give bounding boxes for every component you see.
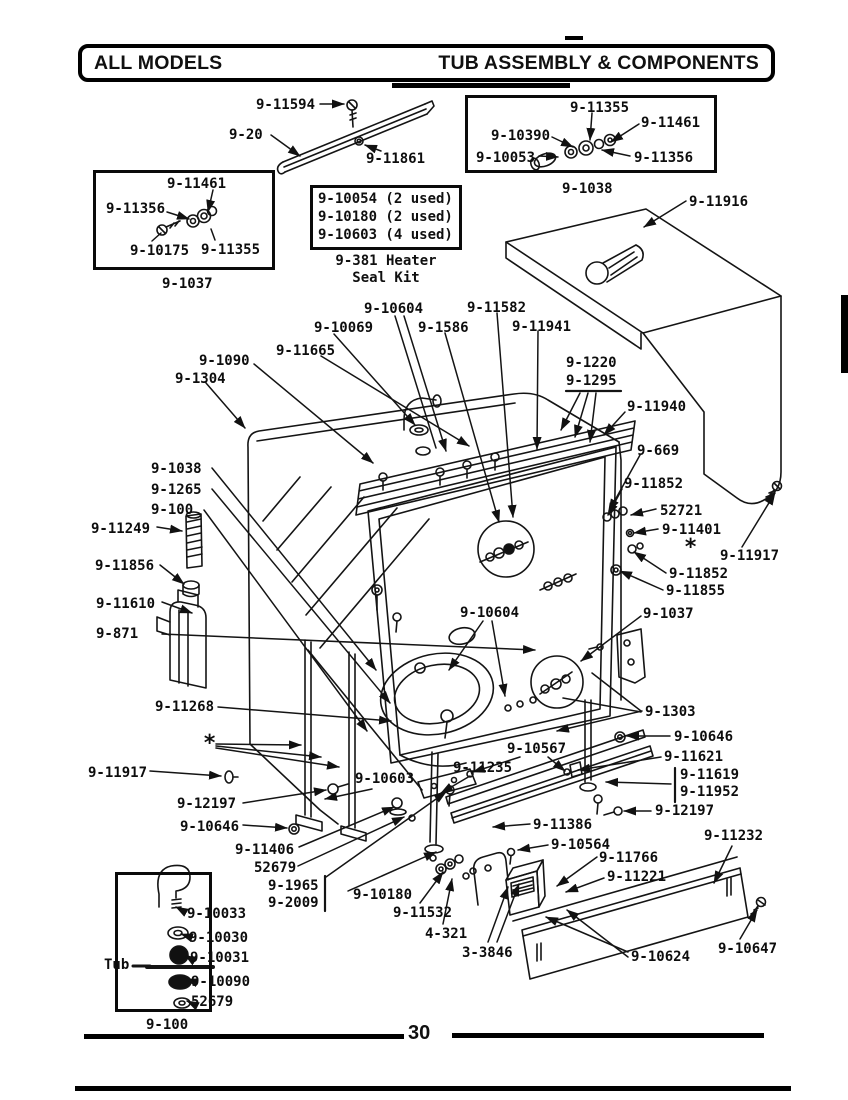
part-label-9-11952: 9-11952 xyxy=(680,784,740,800)
part-label-9-11235: 9-11235 xyxy=(453,760,513,776)
part-label-9-10564: 9-10564 xyxy=(551,837,611,853)
heater-seal-kit-lines xyxy=(310,185,462,250)
part-label-9-11232: 9-11232 xyxy=(704,828,764,844)
footer-rule-left xyxy=(84,1034,404,1039)
kit-line: 9-10054 (2 used) xyxy=(318,191,453,207)
header-bar xyxy=(78,44,775,82)
part-label-9-10604: 9-10604 xyxy=(364,301,424,317)
part-label-9-11532: 9-11532 xyxy=(393,905,453,921)
part-label-9-1037: 9-1037 xyxy=(643,606,694,622)
part-label-9-11582: 9-11582 xyxy=(467,300,527,316)
part-label-9-11917: 9-11917 xyxy=(720,548,780,564)
part-label-9-20: 9-20 xyxy=(229,127,263,143)
part-label-9-11356: 9-11356 xyxy=(634,150,694,166)
page-bottom-rule xyxy=(75,1086,791,1091)
scan-mark-top xyxy=(565,36,583,40)
header-left-title: ALL MODELS xyxy=(94,51,223,74)
part-label-9-1037: 9-1037 xyxy=(162,276,213,292)
part-label-9-10646: 9-10646 xyxy=(674,729,734,745)
part-label-9-10031: 9-10031 xyxy=(190,950,250,966)
kit-line: 9-10180 (2 used) xyxy=(318,209,453,225)
part-label-9-1295: 9-1295 xyxy=(566,373,617,389)
part-label-9-11621: 9-11621 xyxy=(664,749,724,765)
part-label-9-669: 9-669 xyxy=(637,443,680,459)
part-label-9-1220: 9-1220 xyxy=(566,355,617,371)
part-label-9-11268: 9-11268 xyxy=(155,699,215,715)
part-label-9-1038: 9-1038 xyxy=(151,461,202,477)
part-label-9-11221: 9-11221 xyxy=(607,869,667,885)
part-label-9-10033: 9-10033 xyxy=(187,906,247,922)
heater-seal-kit-caption xyxy=(306,253,466,287)
header-underline xyxy=(392,83,570,88)
scan-artifact-right-edge xyxy=(841,295,848,373)
kit-line: 9-10603 (4 used) xyxy=(318,227,453,243)
part-label-9-11665: 9-11665 xyxy=(276,343,336,359)
part-label-52721: 52721 xyxy=(660,503,703,519)
part-label-9-12197: 9-12197 xyxy=(177,796,237,812)
part-label-9-1265: 9-1265 xyxy=(151,482,202,498)
part-label-9-11852: 9-11852 xyxy=(624,476,684,492)
part-label-9-10647: 9-10647 xyxy=(718,941,778,957)
part-label-9-11401: 9-11401 xyxy=(662,522,722,538)
part-label-9-10180: 9-10180 xyxy=(353,887,413,903)
part-label-3-3846: 3-3846 xyxy=(462,945,513,961)
kit-caption-line: Seal Kit xyxy=(352,270,420,286)
part-label-9-11940: 9-11940 xyxy=(627,399,687,415)
part-label-9-11855: 9-11855 xyxy=(666,583,726,599)
part-label-52679: 52679 xyxy=(191,994,234,1010)
spring-and-air-gap xyxy=(157,512,206,688)
frame-and-legs xyxy=(296,640,653,861)
part-label-9-100: 9-100 xyxy=(151,502,194,518)
part-label-9-11355: 9-11355 xyxy=(570,100,630,116)
part-label-9-1038: 9-1038 xyxy=(562,181,613,197)
part-label-9-1304: 9-1304 xyxy=(175,371,226,387)
heater-terminal-detail-circle xyxy=(478,521,534,577)
part-label-tub: Tub xyxy=(104,957,130,973)
part-label-9-2009: 9-2009 xyxy=(268,895,319,911)
part-label-9-10567: 9-10567 xyxy=(507,741,567,757)
part-label-9-11461: 9-11461 xyxy=(167,176,227,192)
part-label-9-1965: 9-1965 xyxy=(268,878,319,894)
part-label-9-11249: 9-11249 xyxy=(91,521,151,537)
part-label--: * xyxy=(684,535,698,560)
part-label-9-11917: 9-11917 xyxy=(88,765,148,781)
part-label-9-10090: 9-10090 xyxy=(191,974,251,990)
page-number: 30 xyxy=(408,1022,431,1044)
part-label-9-11406: 9-11406 xyxy=(235,842,295,858)
part-label-9-11941: 9-11941 xyxy=(512,319,572,335)
part-label-9-11594: 9-11594 xyxy=(256,97,316,113)
part-label-9-1090: 9-1090 xyxy=(199,353,250,369)
part-label-9-871: 9-871 xyxy=(96,626,139,642)
part-label-9-11916: 9-11916 xyxy=(689,194,749,210)
part-label-9-10053: 9-10053 xyxy=(476,150,536,166)
part-label-9-11861: 9-11861 xyxy=(366,151,426,167)
header-right-title: TUB ASSEMBLY & COMPONENTS xyxy=(438,51,759,74)
footer-rule-right xyxy=(452,1033,764,1038)
part-label-9-12197: 9-12197 xyxy=(655,803,715,819)
part-label-9-10603: 9-10603 xyxy=(355,771,415,787)
part-label-4-321: 4-321 xyxy=(425,926,468,942)
part-label-9-10030: 9-10030 xyxy=(189,930,249,946)
part-label-9-100: 9-100 xyxy=(146,1017,189,1033)
label-brackets xyxy=(325,391,675,911)
part-label-9-10390: 9-10390 xyxy=(491,128,551,144)
kit-caption-line: 9-381 Heater xyxy=(335,253,437,269)
part-label-9-11386: 9-11386 xyxy=(533,817,593,833)
part-label-9-10069: 9-10069 xyxy=(314,320,374,336)
part-label-9-10646: 9-10646 xyxy=(180,819,240,835)
part-label-9-10604: 9-10604 xyxy=(460,605,520,621)
part-label-9-1586: 9-1586 xyxy=(418,320,469,336)
part-label-9-11856: 9-11856 xyxy=(95,558,155,574)
part-label-9-11766: 9-11766 xyxy=(599,850,659,866)
junction-box-and-bracket xyxy=(436,849,545,916)
part-label-9-11852: 9-11852 xyxy=(669,566,729,582)
part-label-9-1303: 9-1303 xyxy=(645,704,696,720)
part-label-9-10624: 9-10624 xyxy=(631,949,691,965)
part-label-9-11610: 9-11610 xyxy=(96,596,156,612)
part-label-9-11355: 9-11355 xyxy=(201,242,261,258)
part-label-52679: 52679 xyxy=(254,860,297,876)
part-label-9-11356: 9-11356 xyxy=(106,201,166,217)
part-label-9-11619: 9-11619 xyxy=(680,767,740,783)
part-label--: * xyxy=(203,731,217,756)
part-label-9-11461: 9-11461 xyxy=(641,115,701,131)
part-label-9-10175: 9-10175 xyxy=(130,243,190,259)
